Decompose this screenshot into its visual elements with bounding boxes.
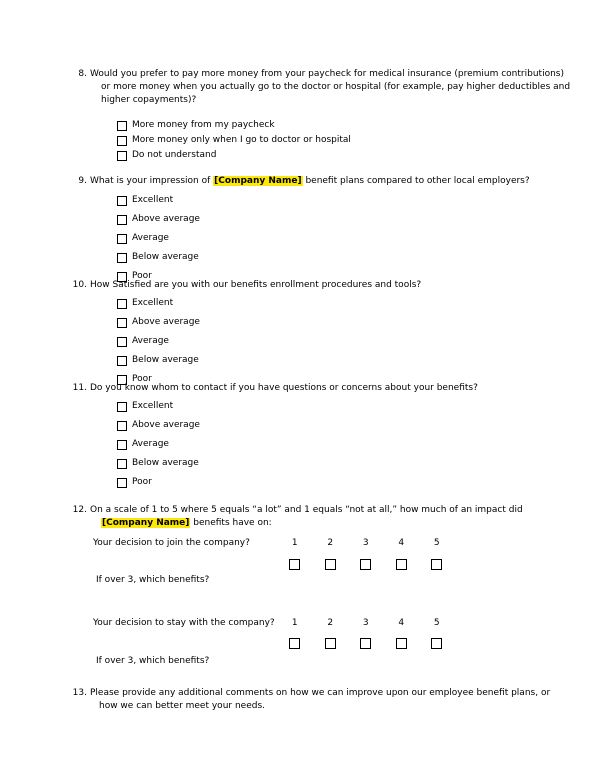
scale-row-label: Your decision to join the company?: [93, 538, 250, 548]
checkbox[interactable]: [117, 440, 127, 450]
question-text-line: [101, 517, 523, 530]
option-row: [117, 332, 200, 351]
question-9-options: [117, 191, 200, 286]
scale-checkbox[interactable]: [360, 638, 371, 649]
scale-checkbox[interactable]: [289, 559, 300, 570]
question-11-options: [117, 397, 200, 492]
company-name-highlight: [Company Name]: [214, 176, 302, 186]
option-row: [117, 118, 351, 133]
scale-checkbox[interactable]: [289, 638, 300, 649]
option-label: Excellent: [132, 195, 174, 205]
checkbox[interactable]: [117, 356, 127, 366]
question-number: 11.: [72, 383, 87, 393]
scale-checkboxes-stay: [277, 638, 455, 649]
checkbox[interactable]: [117, 136, 127, 146]
option-label: Average: [132, 233, 169, 243]
scale-checkbox[interactable]: [325, 559, 336, 570]
question-text-part: What is your impression of: [90, 176, 214, 186]
question-9: [60, 175, 530, 188]
scale-checkbox[interactable]: [431, 559, 442, 570]
question-text: [90, 175, 530, 188]
question-number: 9.: [78, 176, 87, 186]
question-text-line: how we can better meet your needs.: [99, 701, 265, 711]
scale-row-stay: [93, 617, 455, 630]
option-row: [117, 148, 351, 163]
question-12: [60, 504, 523, 530]
checkbox[interactable]: [117, 299, 127, 309]
question-11: [60, 382, 478, 395]
scale-numbers: [277, 537, 455, 550]
option-row: [117, 313, 200, 332]
question-text: [90, 687, 550, 713]
scale-number: 2: [327, 538, 334, 548]
option-row: [117, 397, 200, 416]
scale-checkbox[interactable]: [431, 638, 442, 649]
option-row: [117, 473, 200, 492]
option-row: [117, 191, 200, 210]
option-label: Above average: [132, 214, 200, 224]
checkbox[interactable]: [117, 234, 127, 244]
checkbox[interactable]: [117, 402, 127, 412]
option-label: Poor: [132, 374, 152, 384]
option-row: [117, 351, 200, 370]
question-text: Do you know whom to contact if you have questions or concerns about your benefits?: [90, 383, 478, 393]
scale-number: 3: [362, 618, 369, 628]
scale-checkbox[interactable]: [325, 638, 336, 649]
question-text-line: On a scale of 1 to 5 where 5 equals “a lot” and 1 equals “not at all,” how much of an impact did: [90, 505, 523, 515]
scale-checkboxes-join: [277, 559, 455, 570]
question-10-options: [117, 294, 200, 389]
question-text-part: benefit plans compared to other local employers?: [302, 176, 530, 186]
checkbox[interactable]: [117, 337, 127, 347]
question-number: 13.: [72, 688, 87, 698]
checkbox[interactable]: [117, 253, 127, 263]
option-label: Average: [132, 439, 169, 449]
question-number: 10.: [72, 280, 87, 290]
scale-number: 1: [291, 538, 298, 548]
checkbox[interactable]: [117, 459, 127, 469]
scale-checkbox[interactable]: [360, 559, 371, 570]
option-label: Below average: [132, 355, 199, 365]
scale-numbers: [277, 617, 455, 630]
option-label: Below average: [132, 252, 199, 262]
scale-number: 5: [433, 618, 440, 628]
option-row: [117, 294, 200, 313]
option-label: Above average: [132, 420, 200, 430]
option-label: More money only when I go to doctor or hospital: [132, 135, 351, 145]
question-8: [60, 68, 570, 107]
question-text-line: Please provide any additional comments on how we can improve upon our employee benefit plans, or: [90, 688, 551, 698]
checkbox[interactable]: [117, 478, 127, 488]
followup-question: If over 3, which benefits?: [96, 656, 210, 666]
question-text-part: benefits have on:: [190, 518, 272, 528]
option-label: Above average: [132, 317, 200, 327]
option-row: [117, 229, 200, 248]
option-label: Poor: [132, 271, 152, 281]
question-10: [60, 279, 421, 292]
question-text-line: or more money when you actually go to the doctor or hospital (for example, pay higher deductibles and: [101, 82, 571, 92]
option-row: [117, 248, 200, 267]
scale-checkbox[interactable]: [396, 559, 407, 570]
option-label: Do not understand: [132, 150, 217, 160]
option-row: [117, 133, 351, 148]
option-label: Poor: [132, 477, 152, 487]
scale-row-join: [93, 537, 455, 550]
followup-question: If over 3, which benefits?: [96, 575, 210, 585]
scale-number: 2: [327, 618, 334, 628]
option-label: Average: [132, 336, 169, 346]
question-text: How Satisfied are you with our benefits enrollment procedures and tools?: [90, 280, 422, 290]
option-row: [117, 210, 200, 229]
checkbox[interactable]: [117, 121, 127, 131]
scale-number: 4: [398, 618, 405, 628]
scale-row-label: Your decision to stay with the company?: [93, 618, 275, 628]
question-number: 12.: [72, 505, 87, 515]
scale-number: 3: [362, 538, 369, 548]
checkbox[interactable]: [117, 421, 127, 431]
option-row: [117, 435, 200, 454]
question-text-line: higher copayments)?: [101, 95, 197, 105]
checkbox[interactable]: [117, 318, 127, 328]
scale-number: 4: [398, 538, 405, 548]
checkbox[interactable]: [117, 215, 127, 225]
scale-checkbox[interactable]: [396, 638, 407, 649]
option-row: [117, 416, 200, 435]
question-text: [90, 68, 570, 107]
scale-number: 5: [433, 538, 440, 548]
company-name-highlight: [Company Name]: [102, 518, 190, 528]
option-row: [117, 454, 200, 473]
question-8-options: [117, 118, 351, 163]
option-label: More money from my paycheck: [132, 120, 275, 130]
option-label: Excellent: [132, 298, 174, 308]
option-label: Excellent: [132, 401, 174, 411]
question-number: 8.: [78, 69, 87, 79]
question-text: [90, 504, 523, 530]
question-text-line: Would you prefer to pay more money from your paycheck for medical insurance (premium contributions): [90, 69, 564, 79]
scale-number: 1: [291, 618, 298, 628]
option-label: Below average: [132, 458, 199, 468]
checkbox[interactable]: [117, 196, 127, 206]
checkbox[interactable]: [117, 151, 127, 161]
question-13: [60, 687, 550, 713]
